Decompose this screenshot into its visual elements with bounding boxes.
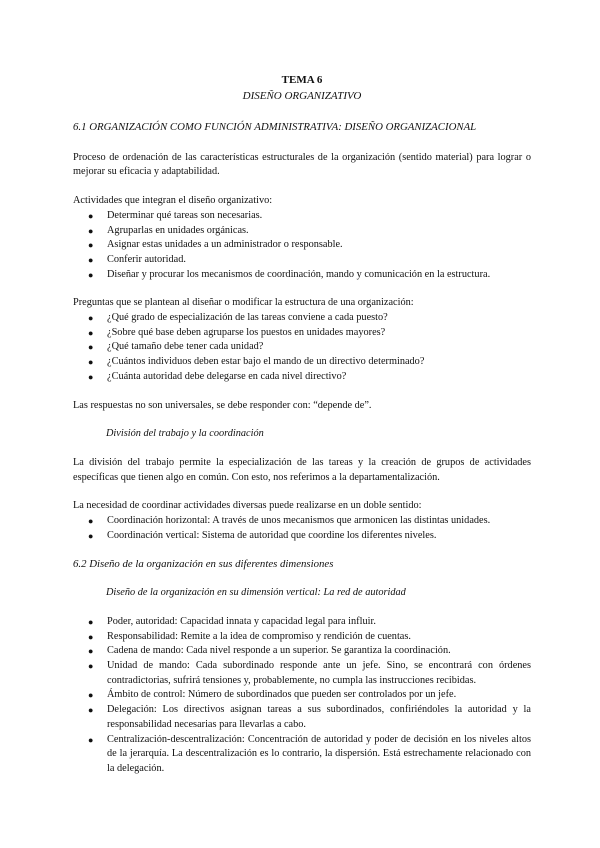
activities-list [73, 209, 531, 283]
bullet-icon: ● [88, 705, 94, 716]
list-item: ● Determinar qué tareas son necesarias. [73, 209, 531, 224]
section-heading-6-2: 6.2 Diseño de la organización en sus diferentes dimensiones [73, 558, 334, 571]
list-item: ● Delegación: Los directivos asignan tareas a sus subordinados, confiriéndoles la autoridad y la responsabilidad necesarias para llevarlas a cabo. [88, 704, 531, 730]
bullet-icon: ● [88, 210, 94, 221]
division-heading: División del trabajo y la coordinación [106, 428, 264, 440]
list-item: ● Responsabilidad: Remite a la idea de compromiso y rendición de cuentas. [73, 630, 531, 645]
bullet-icon: ● [88, 646, 94, 657]
vertical-dimension-heading: Diseño de la organización en su dimensión vertical: La red de autoridad [106, 587, 406, 599]
bullet-icon: ● [88, 660, 94, 671]
list-item: ● Coordinación vertical: Sistema de autoridad que coordine los diferentes niveles. [73, 529, 531, 544]
list-item: ● Ámbito de control: Número de subordinados que pueden ser controlados por un jefe. [73, 688, 531, 703]
bullet-icon: ● [88, 616, 94, 627]
list-item: ● Centralización-descentralización: Concentración de autoridad y poder de decisión en los niveles altos de la jerarquía. La descentralización es lo contrario, la dispersión. Está estrechamente relacionado con la delegación. [88, 733, 531, 774]
bullet-icon: ● [88, 371, 94, 382]
bullet-icon: ● [88, 313, 94, 324]
document-title: TEMA 6 [281, 74, 323, 86]
bullet-icon: ● [88, 225, 94, 236]
coordination-lead: La necesidad de coordinar actividades diversas puede realizarse en un doble sentido: [73, 500, 422, 512]
list-item: ● Agruparlas en unidades orgánicas. [73, 224, 531, 239]
bullet-icon: ● [88, 254, 94, 265]
list-item: ● ¿Cuánta autoridad debe delegarse en cada nivel directivo? [73, 370, 531, 385]
bullet-icon: ● [88, 269, 94, 280]
bullet-icon: ● [88, 516, 94, 527]
list-item: ● ¿Sobre qué base deben agruparse los puestos en unidades mayores? [73, 326, 531, 341]
list-item: ● Diseñar y procurar los mecanismos de coordinación, mando y comunicación en la estructura. [73, 268, 531, 283]
activities-lead: Actividades que integran el diseño organizativo: [73, 195, 273, 207]
bullet-icon: ● [88, 690, 94, 701]
list-item: ● Coordinación horizontal: A través de unos mecanismos que armonicen las distintas unidades. [73, 514, 531, 529]
bullet-icon: ● [88, 240, 94, 251]
bullet-icon: ● [88, 342, 94, 353]
list-item: ● ¿Qué tamaño debe tener cada unidad? [73, 340, 531, 355]
bullet-icon: ● [88, 327, 94, 338]
list-item: ● Cadena de mando: Cada nivel responde a un superior. Se garantiza la coordinación. [73, 644, 531, 659]
bullet-icon: ● [88, 734, 94, 745]
authority-list [73, 615, 531, 777]
document-subtitle: DISEÑO ORGANIZATIVO [242, 90, 362, 102]
list-item: ● Asignar estas unidades a un administrador o responsable. [73, 238, 531, 253]
list-item: ● Conferir autoridad. [73, 253, 531, 268]
coordination-list [73, 514, 531, 543]
section-heading-6-1: 6.1 ORGANIZACIÓN COMO FUNCIÓN ADMINISTRATIVA: DISEÑO ORGANIZACIONAL [73, 121, 477, 133]
bullet-icon: ● [88, 357, 94, 368]
division-paragraph: La división del trabajo permite la especialización de las tareas y la creación de grupos de actividades específicas que tienen algo en común. Con esto, nos referimos a la departamentalización. [73, 456, 531, 483]
bullet-icon: ● [88, 530, 94, 541]
questions-lead: Preguntas que se plantean al diseñar o modificar la estructura de una organización: [73, 297, 414, 309]
list-item: ● ¿Cuántos individuos deben estar bajo el mando de un directivo determinado? [73, 355, 531, 370]
list-item: ● ¿Qué grado de especialización de las tareas conviene a cada puesto? [73, 311, 531, 326]
document-page [73, 72, 531, 777]
list-item: ● Unidad de mando: Cada subordinado responde ante un jefe. Sino, se encontrará con órdenes contradictorias, sufrirá tensiones y, probablemente, no cumpla las instrucciones recibidas. [88, 659, 531, 686]
list-item: ● Poder, autoridad: Capacidad innata y capacidad legal para influir. [73, 615, 531, 630]
bullet-icon: ● [88, 631, 94, 642]
questions-list [73, 311, 531, 385]
answers-note: Las respuestas no son universales, se debe responder con: “depende de”. [73, 399, 372, 411]
intro-paragraph: Proceso de ordenación de las características estructurales de la organización (sentido material) para lograr o mejorar su eficacia y adaptabilidad. [73, 151, 531, 178]
